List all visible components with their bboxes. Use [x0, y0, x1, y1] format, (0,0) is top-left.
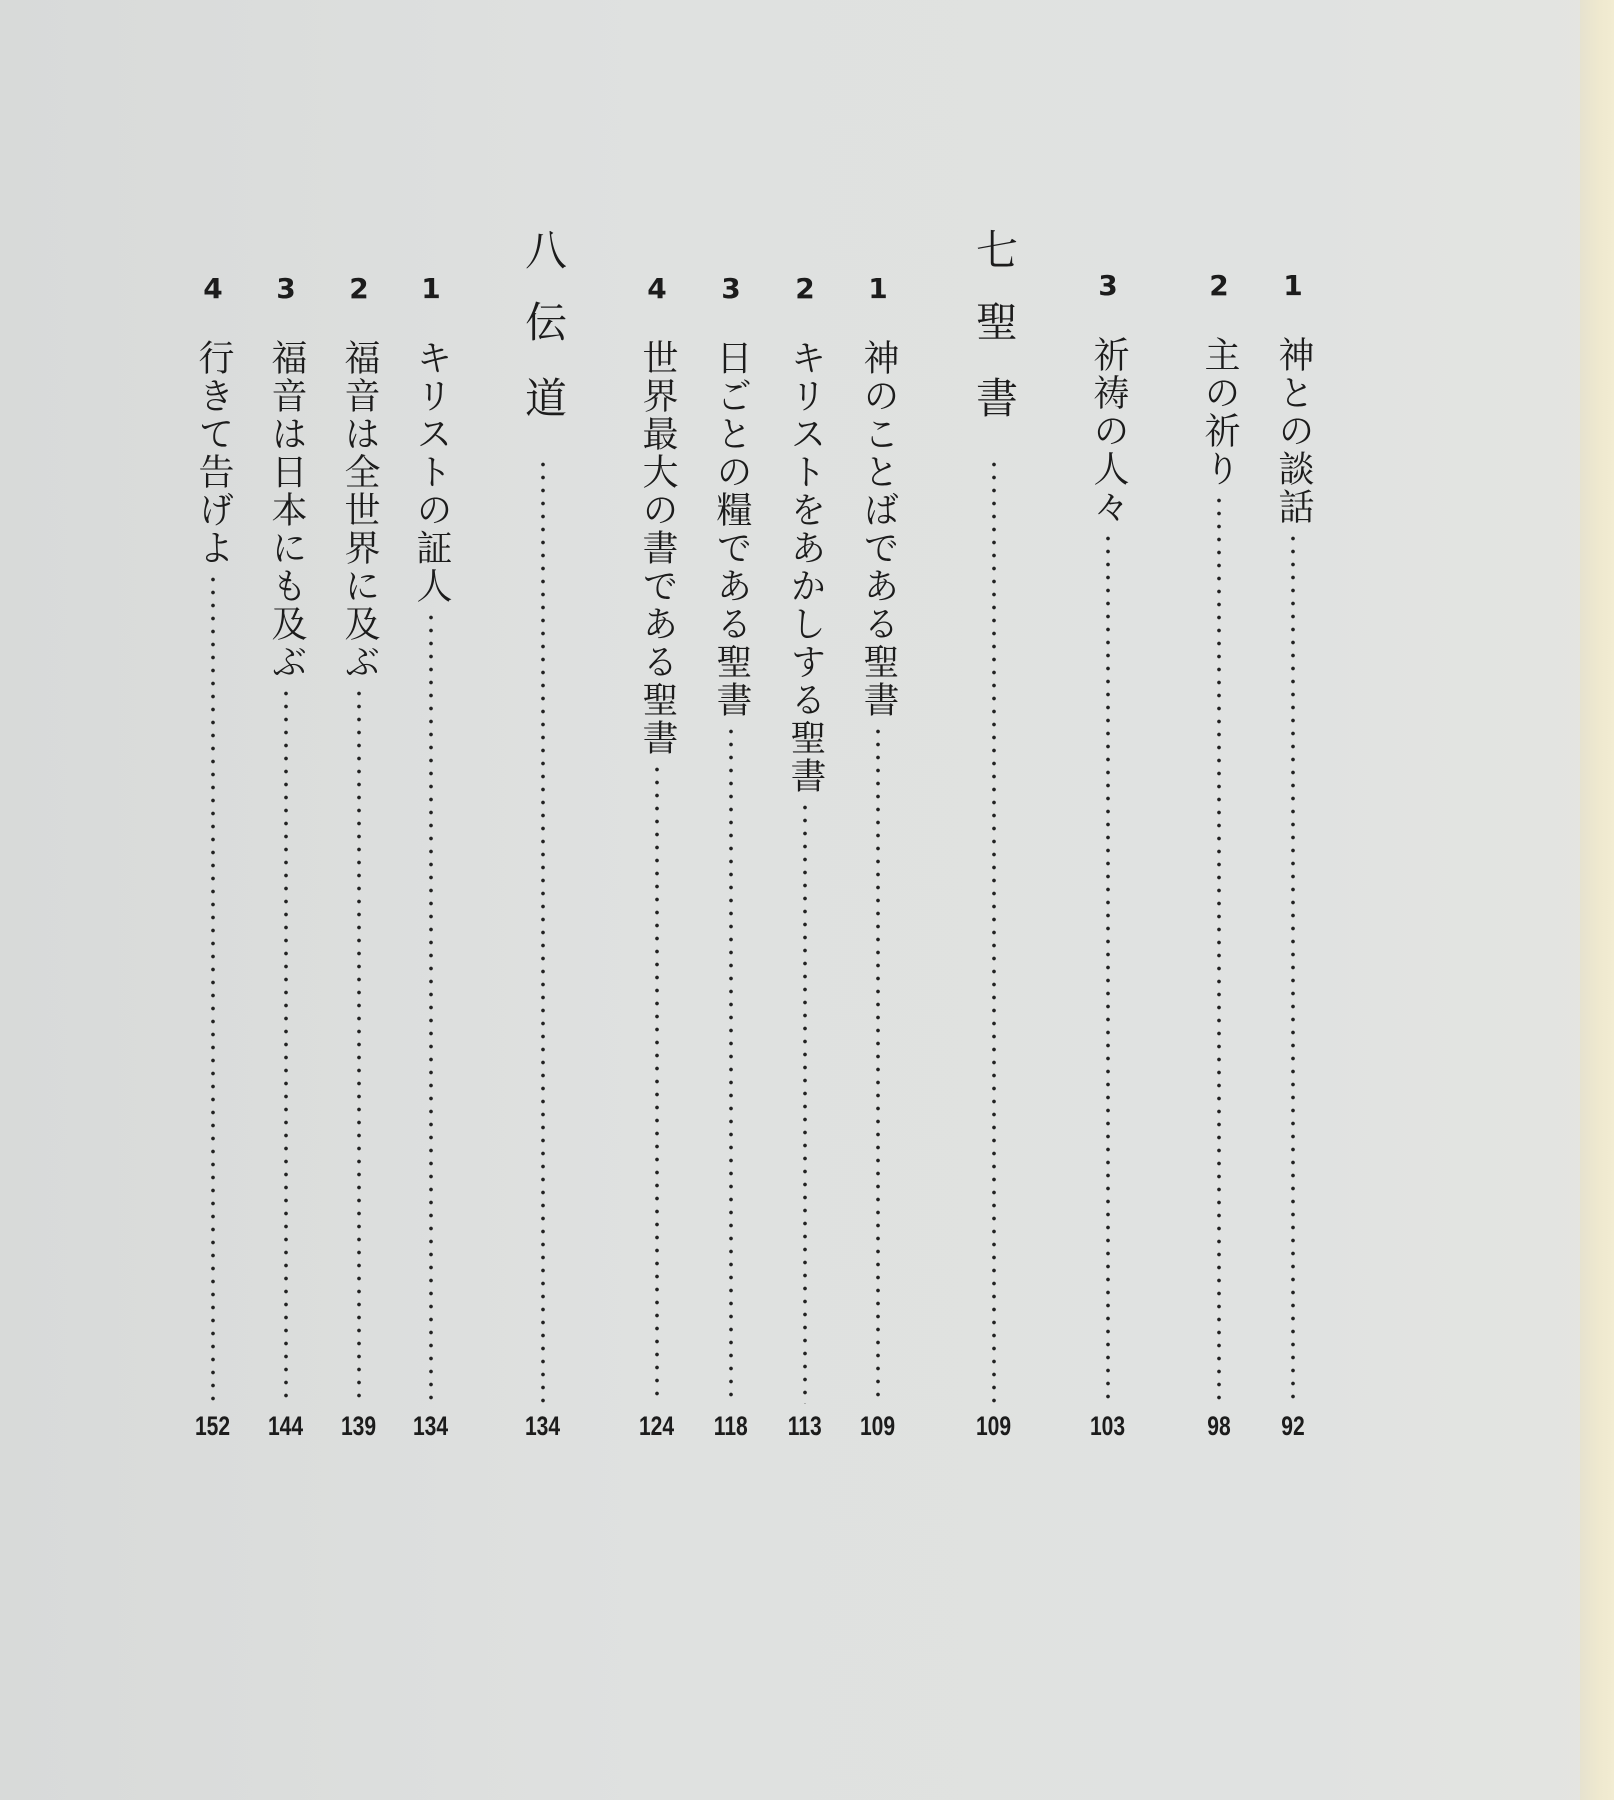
dot-leader [802, 801, 808, 1404]
entry-number: 3 [721, 272, 741, 305]
entry-number: 2 [349, 272, 369, 305]
toc-entry [1194, 269, 1244, 1441]
entry-number: 1 [1283, 269, 1303, 302]
page-number: 124 [639, 1411, 675, 1441]
dot-leader [210, 573, 216, 1404]
entry-title: 主の祈り [1199, 336, 1240, 488]
entry-title: 神のことばである聖書 [858, 339, 899, 719]
entry-title: キリストをあかしする聖書 [785, 339, 826, 795]
toc-entry [780, 272, 830, 1441]
dot-leader [875, 725, 881, 1404]
entry-number: 4 [203, 272, 223, 305]
page-number: 103 [1090, 1411, 1126, 1441]
chapter-title: 聖書 [970, 300, 1019, 452]
dot-leader [1290, 532, 1296, 1404]
dot-leader [991, 458, 997, 1404]
toc-entry [406, 272, 456, 1441]
dot-leader [540, 458, 546, 1404]
entry-number: 2 [1209, 269, 1229, 302]
dot-leader [654, 763, 660, 1404]
entry-title: 福音は日本にも及ぶ [266, 339, 307, 681]
chapter-number: 八 [519, 228, 568, 270]
dot-leader [1105, 532, 1111, 1404]
page-number: 98 [1207, 1411, 1231, 1441]
dot-leader [1216, 494, 1222, 1404]
dot-leader [728, 725, 734, 1404]
entry-title: 祈祷の人々 [1088, 336, 1129, 526]
entry-title: 日ごとの糧である聖書 [711, 339, 752, 719]
chapter-number: 七 [970, 228, 1019, 270]
toc-entry [632, 272, 682, 1441]
toc-entry [188, 272, 238, 1441]
entry-title: 世界最大の書である聖書 [637, 339, 678, 757]
entry-number: 3 [276, 272, 296, 305]
dot-leader [283, 687, 289, 1404]
page-number: 109 [860, 1411, 896, 1441]
page-number: 139 [341, 1411, 377, 1441]
page-number: 109 [976, 1411, 1012, 1441]
page-number: 144 [268, 1411, 304, 1441]
page-number: 134 [525, 1411, 561, 1441]
page-number: 134 [413, 1411, 449, 1441]
toc-entry [1083, 269, 1133, 1441]
entry-title: 行きて告げよ [193, 339, 234, 567]
page-number: 92 [1281, 1411, 1305, 1441]
toc-entry [261, 272, 311, 1441]
toc-entry [706, 272, 756, 1441]
page-edge [1580, 0, 1614, 1800]
page-number: 152 [195, 1411, 231, 1441]
toc-entry [334, 272, 384, 1441]
entry-number: 1 [868, 272, 888, 305]
chapter-heading [966, 228, 1022, 1440]
entry-title: キリストの証人 [411, 339, 452, 605]
entry-number: 1 [421, 272, 441, 305]
chapter-heading [515, 228, 571, 1440]
chapter-title: 伝道 [519, 300, 568, 452]
toc-entry [1268, 269, 1318, 1441]
toc-entry [853, 272, 903, 1441]
page-number: 113 [788, 1411, 822, 1441]
entry-title: 福音は全世界に及ぶ [339, 339, 380, 681]
page-number: 118 [714, 1411, 748, 1441]
entry-number: 4 [647, 272, 667, 305]
entry-number: 2 [795, 272, 815, 305]
entry-title: 神との談話 [1273, 336, 1314, 526]
dot-leader [428, 611, 434, 1404]
entry-number: 3 [1098, 269, 1118, 302]
dot-leader [356, 687, 362, 1404]
